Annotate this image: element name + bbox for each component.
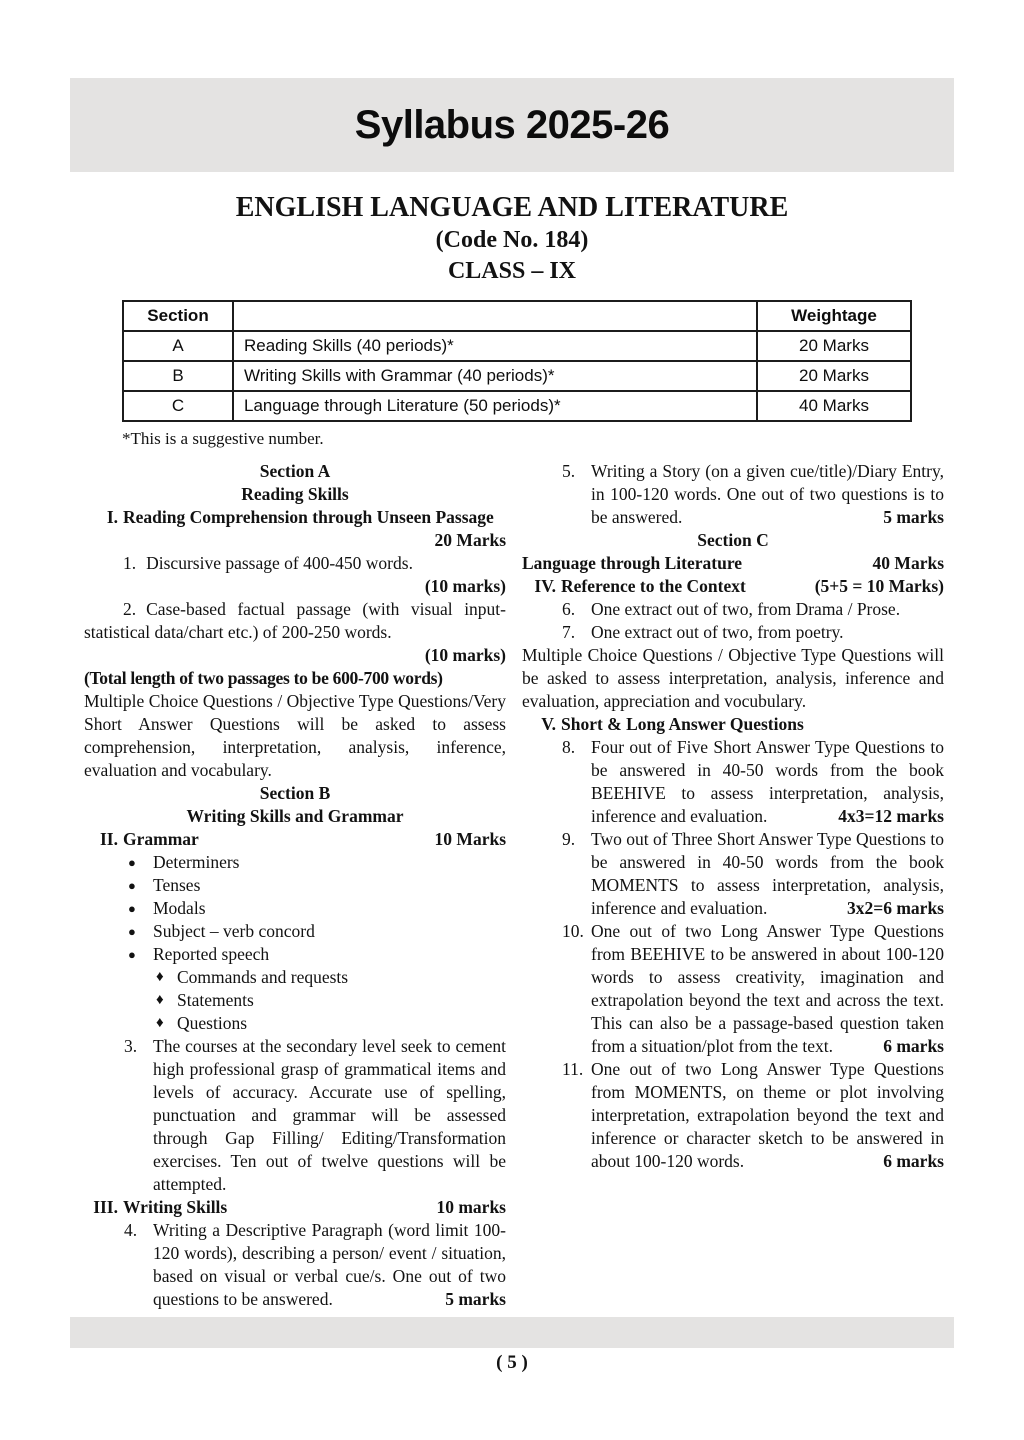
text-content: Section B — [259, 783, 331, 803]
banner-title: Syllabus 2025-26 — [354, 102, 670, 147]
document-header — [0, 183, 1024, 287]
text-content: Case-based factual passage (with visual input- statistical data/chart etc.) of 200-250 words. — [84, 599, 506, 642]
table-row — [123, 391, 911, 421]
right-column — [522, 460, 944, 1311]
diamond-icon: ♦ — [156, 1015, 164, 1031]
numbered-item — [84, 1035, 506, 1196]
text-content: Reading Comprehension through Unseen Passage — [123, 507, 494, 527]
text-content: The courses at the secondary level seek to cement high professional grasp of grammatical items and levels of accuracy. Accurate use of spelling, punctuation and grammar will be assessed through Gap Filling/ Editing/Transformation exercises. Ten out of twelve questions will be attempted. — [153, 1036, 506, 1194]
sub-bullet-item — [84, 966, 506, 989]
bullet-icon: ● — [128, 924, 136, 939]
roman-heading — [84, 506, 506, 552]
sub-bullet-item — [84, 989, 506, 1012]
marks-label: 4x3=12 marks — [838, 806, 944, 826]
bullet-icon: ● — [128, 947, 136, 962]
text-content: Commands and requests — [177, 967, 349, 987]
text-content: Writing Skills — [123, 1197, 228, 1217]
marks-label: 10 marks — [436, 1197, 506, 1217]
text-content: Multiple Choice Questions / Objective Type Questions will be asked to assess interpretation, analysis, inference and evaluation, appreciation and vocubulary. — [522, 645, 944, 711]
marks-line — [84, 575, 506, 598]
table-cell: A — [123, 331, 233, 361]
numbered-item — [522, 1058, 944, 1173]
text-content: One extract out of two, from Drama / Prose. — [591, 599, 901, 619]
section-heading — [84, 805, 506, 828]
item-number: 7. — [562, 622, 576, 642]
table-cell: B — [123, 361, 233, 391]
text-content: Modals — [153, 898, 206, 918]
text-content: One out of two Long Answer Type Questions from MOMENTS, on theme or plot involving interpretation, extrapolation beyond the text and inference or character sketch to be answered in about 100-120 words. — [591, 1059, 944, 1171]
bullet-item — [84, 874, 506, 897]
bullet-item — [84, 920, 506, 943]
text-content: Writing a Descriptive Paragraph (word limit 100-120 words), describing a person/ event / situation, based on visual or verbal cue/s. One out of two questions to be answered. — [153, 1220, 506, 1309]
marks-label: 5 marks — [883, 507, 944, 527]
text-content: Two out of Three Short Answer Type Questions to be answered in 40-50 words from the book MOMENTS to assess interpretation, analysis, inference and evaluation. — [591, 829, 944, 918]
numbered-item — [522, 920, 944, 1058]
marks-label: 40 Marks — [872, 553, 944, 573]
text-content: Determiners — [153, 852, 240, 872]
subject-title: ENGLISH LANGUAGE AND LITERATURE — [235, 192, 789, 223]
weightage-table-body — [123, 331, 911, 421]
table-cell: 40 Marks — [757, 391, 911, 421]
text-content: Statements — [177, 990, 254, 1010]
table-header-row — [123, 301, 911, 331]
diamond-icon: ♦ — [156, 969, 164, 985]
text-content: Section C — [697, 530, 769, 550]
roman-heading — [84, 828, 506, 851]
item-number: 11. — [562, 1059, 584, 1079]
bullet-item — [84, 851, 506, 874]
text-content: Four out of Five Short Answer Type Questions to be answered in 40-50 words from the book BEEHIVE to assess interpretation, analysis, inference and evaluation. — [591, 737, 944, 826]
text-content: Questions — [177, 1013, 247, 1033]
paragraph — [522, 644, 944, 713]
text-content: Grammar — [123, 829, 199, 849]
text-content: (10 marks) — [424, 645, 506, 665]
marks-line — [84, 644, 506, 667]
numbered-item — [84, 598, 506, 644]
bullet-icon: ● — [128, 901, 136, 916]
item-number: 3. — [124, 1036, 138, 1056]
bullet-item — [84, 943, 506, 966]
page-number-text: ( 5 ) — [496, 1352, 528, 1373]
text-content: Tenses — [153, 875, 201, 895]
footer-band — [70, 1317, 954, 1348]
text-content: Language through Literature — [522, 553, 743, 573]
marks-label: 6 marks — [883, 1151, 944, 1171]
section-heading — [84, 460, 506, 483]
subject-code: (Code No. 184) — [435, 227, 589, 253]
roman-heading — [522, 575, 944, 598]
weightage-table-head — [123, 301, 911, 331]
syllabus-columns — [0, 449, 1024, 1311]
table-cell: 20 Marks — [757, 331, 911, 361]
table-cell: C — [123, 391, 233, 421]
text-content: Reading Skills — [241, 484, 349, 504]
text-content: Subject – verb concord — [153, 921, 315, 941]
marks-label: 10 Marks — [434, 829, 506, 849]
item-number: 4. — [124, 1220, 138, 1240]
table-row — [123, 331, 911, 361]
text-content: (Total length of two passages to be 600-700 words) — [84, 668, 443, 688]
item-number: 1. — [123, 553, 137, 573]
bullet-icon: ● — [128, 878, 136, 893]
table-header-cell: Weightage — [757, 301, 911, 331]
table-header-cell: Section — [123, 301, 233, 331]
table-cell: 20 Marks — [757, 361, 911, 391]
diamond-icon: ♦ — [156, 992, 164, 1008]
marks-label: (5+5 = 10 Marks) — [814, 576, 944, 596]
item-number: I. — [106, 507, 118, 527]
table-header-cell — [233, 301, 757, 331]
sub-bullet-item — [84, 1012, 506, 1035]
numbered-item — [522, 621, 944, 644]
text-content: One out of two Long Answer Type Questions from BEEHIVE to be answered in about 100-120 words to assess creativity, imagination and extrapolation beyond the text and across the text. This can also be a passage-based question taken from a situation/plot from the text. — [591, 921, 944, 1056]
table-cell: Reading Skills (40 periods)* — [233, 331, 757, 361]
roman-heading — [84, 1196, 506, 1219]
text-content: One extract out of two, from poetry. — [591, 622, 844, 642]
bullet-icon: ● — [128, 855, 136, 870]
item-number: 8. — [562, 737, 576, 757]
item-number: II. — [100, 829, 118, 849]
text-content: Writing Skills and Grammar — [186, 806, 404, 826]
text-content: Section A — [259, 461, 331, 481]
text-content: Short & Long Answer Questions — [561, 714, 804, 734]
text-content: (10 marks) — [424, 576, 506, 596]
numbered-item — [522, 736, 944, 828]
numbered-item — [522, 598, 944, 621]
item-number: III. — [93, 1197, 118, 1217]
page-content — [0, 183, 1024, 1311]
item-number: 10. — [562, 921, 584, 941]
text-content: Reported speech — [153, 944, 270, 964]
table-cell: Writing Skills with Grammar (40 periods)* — [233, 361, 757, 391]
text-content: Discursive passage of 400-450 words. — [146, 553, 413, 573]
section-heading — [84, 782, 506, 805]
item-number: V. — [541, 714, 556, 734]
marks-label: 20 Marks — [434, 530, 506, 550]
numbered-item — [84, 1219, 506, 1311]
numbered-item — [84, 552, 506, 575]
table-cell: Language through Literature (50 periods)* — [233, 391, 757, 421]
table-footnote: *This is a suggestive number. — [122, 429, 324, 448]
item-number: 9. — [562, 829, 576, 849]
numbered-item — [522, 828, 944, 920]
paragraph — [84, 690, 506, 782]
bullet-item — [84, 897, 506, 920]
text-content: Writing a Story (on a given cue/title)/Diary Entry, in 100-120 words. One out of two questions is to be answered. — [591, 461, 944, 527]
marks-label: 6 marks — [883, 1036, 944, 1056]
item-number: 6. — [562, 599, 576, 619]
syllabus-banner — [70, 78, 954, 172]
table-row — [123, 361, 911, 391]
left-column — [84, 460, 506, 1311]
item-number: IV. — [534, 576, 556, 596]
item-number: 5. — [562, 461, 576, 481]
text-content: Reference to the Context — [561, 576, 746, 596]
subsection-heading — [522, 552, 944, 575]
marks-label: 5 marks — [445, 1289, 506, 1309]
text-content: Multiple Choice Questions / Objective Type Questions/Very Short Answer Questions will be asked to assess comprehension, interpretation, analysis, inference, evaluation and vocabulary. — [84, 691, 506, 780]
marks-label: 3x2=6 marks — [847, 898, 944, 918]
section-heading — [522, 529, 944, 552]
page-number — [0, 1352, 1024, 1374]
weightage-table — [122, 300, 912, 422]
numbered-item — [522, 460, 944, 529]
item-number: 2. — [123, 599, 137, 619]
class-label: CLASS – IX — [447, 258, 577, 284]
section-heading — [84, 483, 506, 506]
roman-heading — [522, 713, 944, 736]
bold-note — [84, 667, 506, 690]
